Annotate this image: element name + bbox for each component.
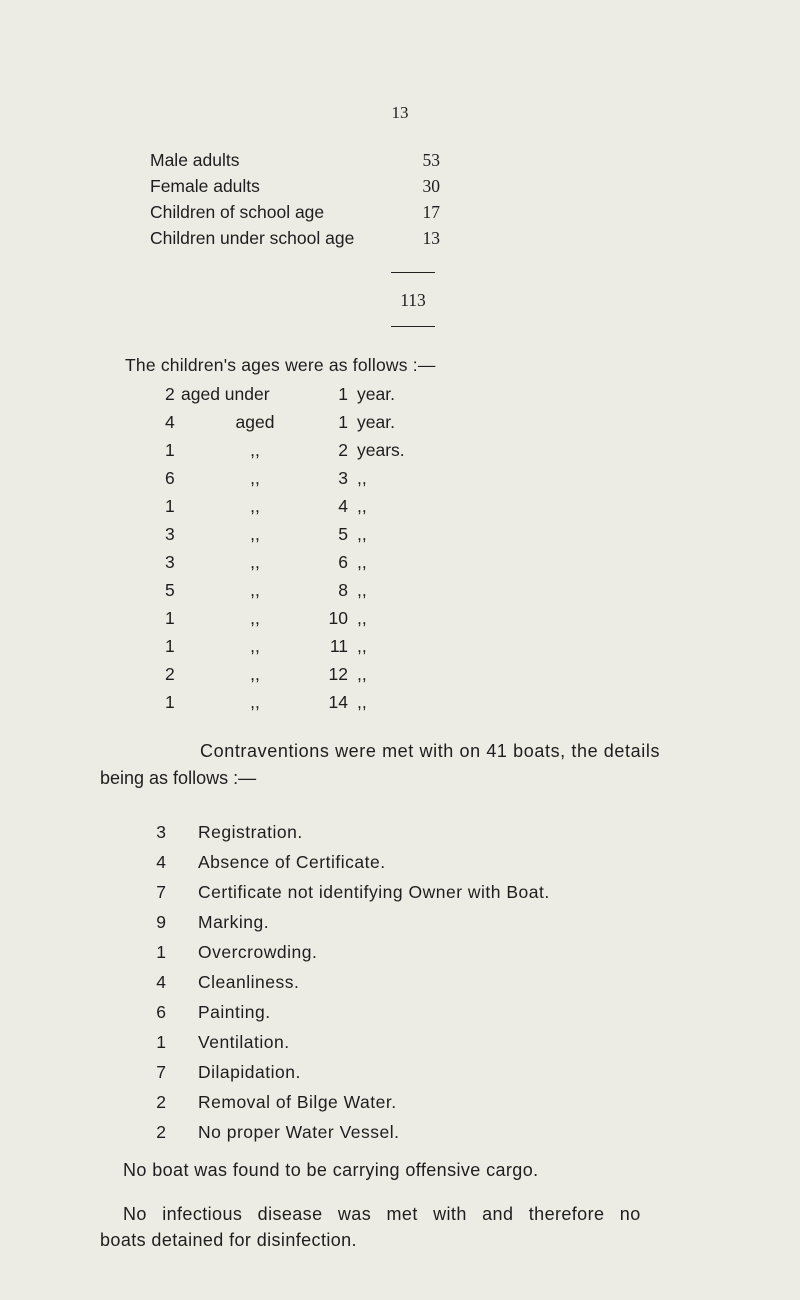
ditto-mark: ,, bbox=[357, 468, 367, 488]
ditto-mark: ,, bbox=[250, 496, 260, 516]
ditto-mark: ,, bbox=[250, 692, 260, 712]
age-count: 4 bbox=[165, 412, 175, 432]
contravention-count: 1 bbox=[156, 1032, 166, 1052]
population-row bbox=[150, 150, 440, 176]
population-row bbox=[150, 228, 440, 254]
ditto-mark: ,, bbox=[357, 692, 367, 712]
contravention-count: 1 bbox=[156, 942, 166, 962]
contravention-description: No proper Water Vessel. bbox=[198, 1122, 400, 1142]
contravention-description: Removal of Bilge Water. bbox=[198, 1092, 397, 1112]
age-value: 5 bbox=[338, 524, 348, 544]
population-value: 30 bbox=[422, 176, 440, 196]
contravention-description: Absence of Certificate. bbox=[198, 852, 386, 872]
infectious-disease-line: No infectious disease was met with and therefore no bbox=[123, 1204, 641, 1224]
contravention-item bbox=[0, 1032, 800, 1062]
population-row bbox=[150, 202, 440, 228]
contravention-description: Painting. bbox=[198, 1002, 271, 1022]
age-count: 5 bbox=[165, 580, 175, 600]
contravention-item bbox=[0, 852, 800, 882]
age-count: 1 bbox=[165, 608, 175, 628]
age-count: 2 bbox=[165, 384, 175, 404]
age-count: 3 bbox=[165, 524, 175, 544]
age-value: 2 bbox=[338, 440, 348, 460]
ditto-mark: ,, bbox=[357, 580, 367, 600]
contravention-description: Marking. bbox=[198, 912, 270, 932]
age-count: 3 bbox=[165, 552, 175, 572]
population-label: Female adults bbox=[150, 176, 260, 196]
age-count: 1 bbox=[165, 636, 175, 656]
ditto-mark: ,, bbox=[250, 524, 260, 544]
children-ages-intro: The children's ages were as follows :— bbox=[125, 355, 436, 375]
population-value: 13 bbox=[422, 228, 440, 248]
age-row bbox=[0, 664, 800, 692]
ditto-mark: ,, bbox=[357, 608, 367, 628]
ditto-mark: ,, bbox=[250, 664, 260, 684]
contravention-count: 2 bbox=[156, 1092, 166, 1112]
age-unit: year. bbox=[357, 384, 395, 404]
age-qualifier: aged under bbox=[181, 384, 270, 404]
age-value: 11 bbox=[329, 636, 348, 656]
age-unit: year. bbox=[357, 412, 395, 432]
age-qualifier: aged bbox=[235, 412, 275, 432]
contravention-description: Ventilation. bbox=[198, 1032, 290, 1052]
age-value: 6 bbox=[338, 552, 348, 572]
page-number: 13 bbox=[391, 103, 409, 122]
age-value: 8 bbox=[338, 580, 348, 600]
population-label: Male adults bbox=[150, 150, 240, 170]
age-row bbox=[0, 552, 800, 580]
ditto-mark: ,, bbox=[250, 608, 260, 628]
population-total: 113 bbox=[400, 290, 426, 310]
contravention-item bbox=[0, 942, 800, 972]
ditto-mark: ,, bbox=[357, 636, 367, 656]
ditto-mark: ,, bbox=[250, 636, 260, 656]
contravention-item bbox=[0, 882, 800, 912]
ditto-mark: ,, bbox=[250, 440, 260, 460]
age-row bbox=[0, 580, 800, 608]
contraventions-intro-line: being as follows :— bbox=[100, 768, 257, 788]
age-value: 14 bbox=[328, 692, 348, 712]
contravention-item bbox=[0, 912, 800, 942]
age-count: 1 bbox=[165, 440, 175, 460]
age-count: 6 bbox=[165, 468, 175, 488]
age-value: 12 bbox=[328, 664, 348, 684]
contraventions-intro-line: Contraventions were met with on 41 boats, the details bbox=[200, 741, 661, 761]
ditto-mark: ,, bbox=[357, 524, 367, 544]
age-value: 10 bbox=[328, 608, 348, 628]
contravention-item bbox=[0, 1122, 800, 1152]
age-count: 1 bbox=[165, 496, 175, 516]
contravention-count: 2 bbox=[156, 1122, 166, 1142]
contravention-description: Dilapidation. bbox=[198, 1062, 301, 1082]
contravention-count: 7 bbox=[156, 882, 166, 902]
age-value: 1 bbox=[338, 384, 348, 404]
contravention-item bbox=[0, 1062, 800, 1092]
contravention-item bbox=[0, 1002, 800, 1032]
ditto-mark: ,, bbox=[357, 496, 367, 516]
age-row bbox=[0, 692, 800, 720]
population-row bbox=[150, 176, 440, 202]
age-row bbox=[0, 636, 800, 664]
contravention-item bbox=[0, 1092, 800, 1122]
contravention-count: 4 bbox=[156, 972, 166, 992]
contravention-item bbox=[0, 972, 800, 1002]
age-row bbox=[0, 608, 800, 636]
contravention-count: 6 bbox=[156, 1002, 166, 1022]
ditto-mark: ,, bbox=[357, 552, 367, 572]
age-row bbox=[0, 468, 800, 496]
age-count: 1 bbox=[165, 692, 175, 712]
ditto-mark: ,, bbox=[250, 468, 260, 488]
age-value: 1 bbox=[338, 412, 348, 432]
population-label: Children under school age bbox=[150, 228, 355, 248]
total-rule-bottom bbox=[391, 326, 435, 327]
population-value: 53 bbox=[422, 150, 440, 170]
age-row bbox=[0, 440, 800, 468]
contravention-description: Registration. bbox=[198, 822, 303, 842]
population-value: 17 bbox=[422, 202, 440, 222]
contravention-count: 4 bbox=[156, 852, 166, 872]
contravention-description: Overcrowding. bbox=[198, 942, 318, 962]
contravention-count: 3 bbox=[156, 822, 166, 842]
infectious-disease-line: boats detained for disinfection. bbox=[100, 1230, 357, 1250]
ditto-mark: ,, bbox=[357, 664, 367, 684]
total-rule-top bbox=[391, 272, 435, 273]
age-row bbox=[0, 524, 800, 552]
contravention-description: Cleanliness. bbox=[198, 972, 300, 992]
age-value: 3 bbox=[338, 468, 348, 488]
age-value: 4 bbox=[338, 496, 348, 516]
contravention-item bbox=[0, 822, 800, 852]
contravention-description: Certificate not identifying Owner with Boat. bbox=[198, 882, 550, 902]
contraventions-intro bbox=[100, 738, 730, 792]
contravention-count: 9 bbox=[156, 912, 166, 932]
offensive-cargo-paragraph: No boat was found to be carrying offensive cargo. bbox=[123, 1160, 539, 1180]
population-label: Children of school age bbox=[150, 202, 325, 222]
age-count: 2 bbox=[165, 664, 175, 684]
ditto-mark: ,, bbox=[250, 580, 260, 600]
age-row bbox=[0, 412, 800, 440]
age-row bbox=[0, 496, 800, 524]
contravention-count: 7 bbox=[156, 1062, 166, 1082]
age-unit: years. bbox=[357, 440, 405, 460]
age-row bbox=[0, 384, 800, 412]
ditto-mark: ,, bbox=[250, 552, 260, 572]
